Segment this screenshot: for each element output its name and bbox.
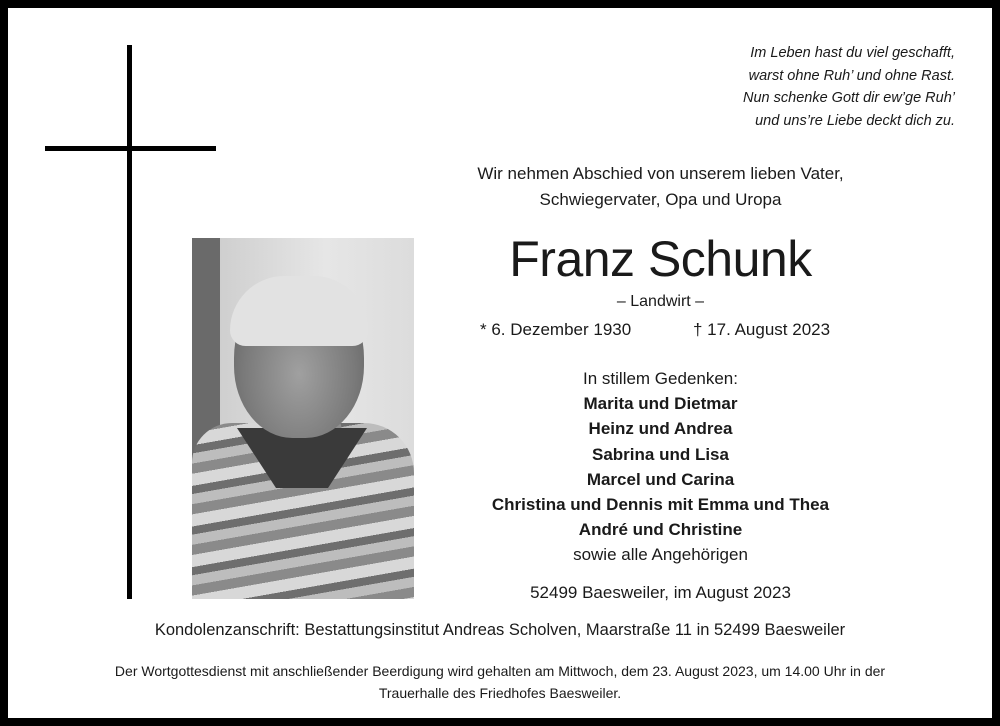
mourner: Marcel und Carina: [586, 469, 735, 489]
deceased-name: Franz Schunk: [509, 231, 812, 287]
relatives: sowie alle Angehörigen: [573, 545, 748, 565]
service-info: [38, 660, 962, 704]
place-date: 52499 Baesweiler, im August 2023: [530, 583, 791, 602]
poem-line: warst ohne Ruh’ und ohne Rast.: [748, 67, 955, 84]
service-line: Trauerhalle des Friedhofes Baesweiler.: [378, 685, 622, 701]
mourner: Heinz und Andrea: [588, 419, 733, 439]
mourner: André und Christine: [578, 520, 743, 540]
mourner: Marita und Dietmar: [583, 394, 738, 414]
poem-line: Nun schenke Gott dir ew’ge Ruh’: [743, 90, 955, 106]
occupation: – Landwirt –: [616, 293, 705, 310]
death-date: † 17. August 2023: [693, 320, 831, 339]
memory-heading: In stillem Gedenken:: [583, 369, 738, 388]
intro-line: Wir nehmen Abschied von unserem lieben Vater,: [477, 164, 844, 183]
mourner: Christina und Dennis mit Emma und Thea: [491, 495, 830, 515]
poem: [743, 42, 955, 132]
obituary-notice: [8, 8, 992, 718]
birth-date: * 6. Dezember 1930: [480, 320, 632, 339]
cross-icon-bar: [45, 146, 216, 151]
condolence-address: Kondolenzanschrift: Bestattungsinstitut Andreas Scholven, Maarstraße 11 in 52499 Baesweiler: [154, 621, 846, 639]
intro-line: Schwiegervater, Opa und Uropa: [539, 190, 782, 209]
mourners-list: [438, 366, 883, 568]
poem-line: Im Leben hast du viel geschafft,: [750, 45, 955, 61]
poem-line: und uns’re Liebe deckt dich zu.: [755, 112, 955, 129]
service-line: Der Wortgottesdienst mit anschließender Beerdigung wird gehalten am Mittwoch, dem 23. August 2023, um 14.00 Uhr in der: [114, 663, 886, 679]
mourner: Sabrina und Lisa: [592, 444, 729, 464]
cross-icon: [127, 45, 132, 599]
intro: [438, 161, 883, 213]
portrait-photo: [192, 238, 414, 599]
